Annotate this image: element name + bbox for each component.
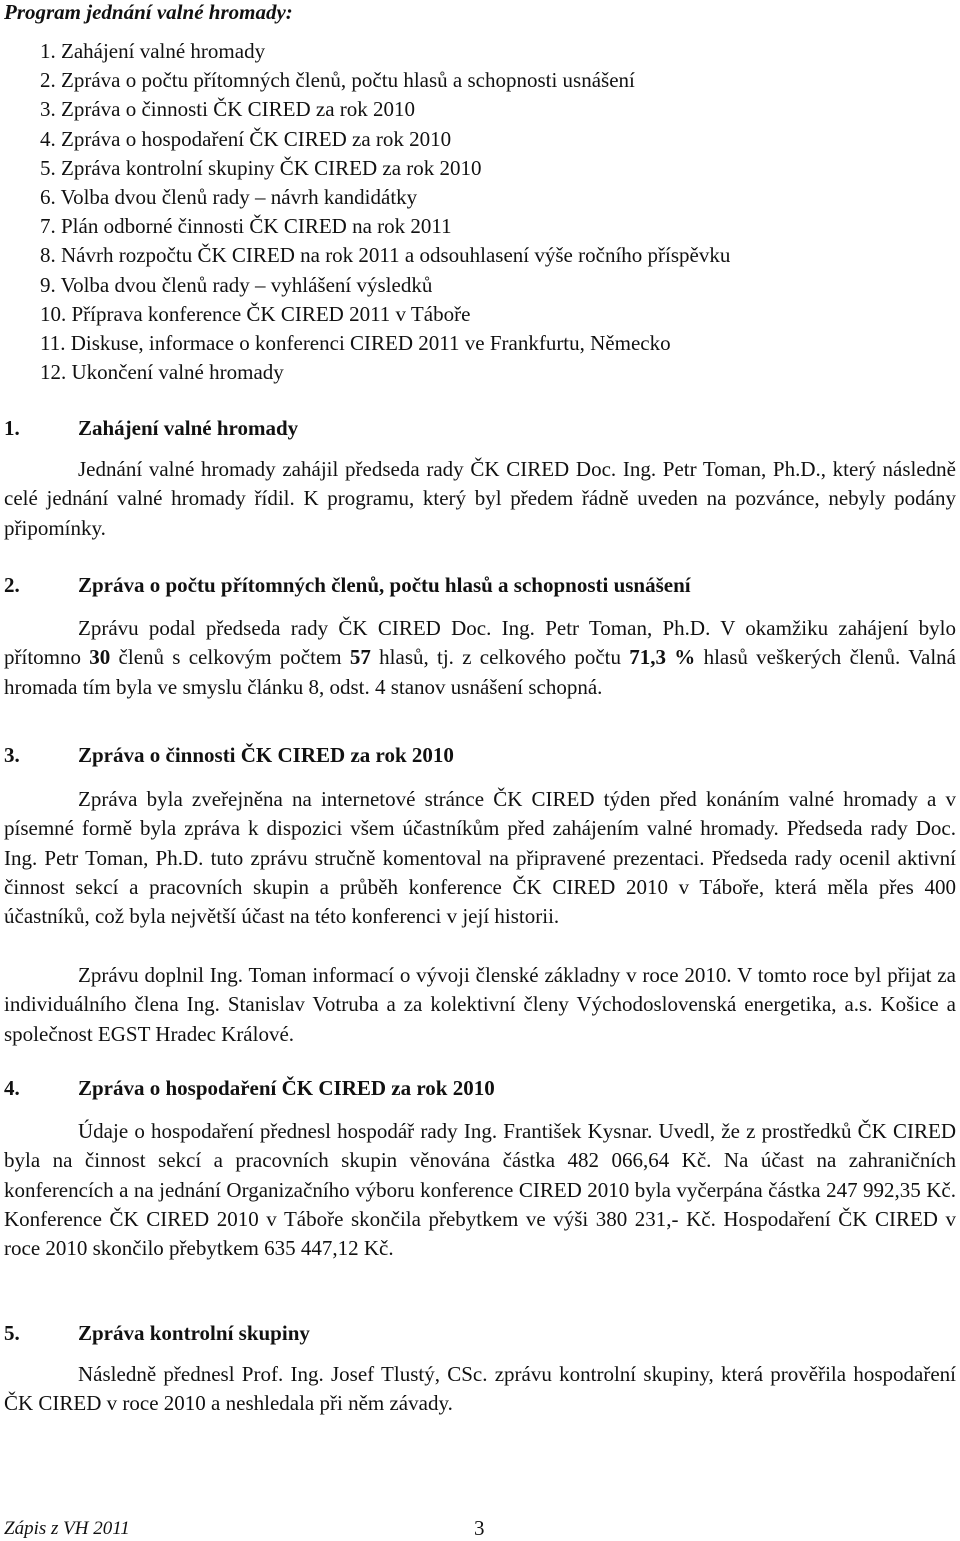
section-3-paragraph-2: Zprávu doplnil Ing. Toman informací o vývoji členské základny v roce 2010. V tomto roce byl přijat za individuálního člena Ing. Stanislav Votruba a za kolektivní členy Východoslovenská energetika, a.s. Košice a společnost EGST Hradec Králové. xyxy=(4,963,956,1046)
agenda-item: 11. Diskuse, informace o konferenci CIRED 2011 ve Frankfurtu, Německo xyxy=(40,330,671,355)
agenda-item: 1. Zahájení valné hromady xyxy=(40,39,266,63)
section-number: 3. xyxy=(4,743,20,767)
agenda-item: 3. Zpráva o činnosti ČK CIRED za rok 2010 xyxy=(40,97,416,122)
section-5-heading xyxy=(4,1321,310,1346)
section-3-paragraph: Zpráva byla zveřejněna na internetové stránce ČK CIRED týden před konáním valné hromady a v písemné formě byla zpráva k dispozici všem účastníkům před zahájením valné hromady. Předseda rady Doc. Ing. Petr Toman, Ph.D. tuto zprávu stručně komentoval na připravené prezentaci. Předseda rady ocenil aktivní činnost sekcí a pracovních skupin a průběh konference ČK CIRED 2010 v Táboře, která měla přes 400 účastníků, což byla největší účast na této konferenci v její historii. xyxy=(4,787,956,929)
section-2-heading xyxy=(4,573,691,598)
text-run: hlasů veškerých členů. Valná hromada tím byla ve smyslu článku 8, odst. 4 stanov usnášení schopná. xyxy=(4,645,957,699)
section-1-heading xyxy=(4,416,298,441)
section-number: 4. xyxy=(4,1076,20,1100)
section-number: 2. xyxy=(4,573,20,597)
section-1-paragraph: Jednání valné hromady zahájil předseda rady ČK CIRED Doc. Ing. Petr Toman, Ph.D., který následně celé jednání valné hromady řídil. K programu, který byl předem řádně uveden na pozvánce, nebyly podány připomínky. xyxy=(4,457,956,540)
program-title: Program jednání valné hromady: xyxy=(4,0,293,24)
agenda-item: 2. Zpráva o počtu přítomných členů, počtu hlasů a schopnosti usnášení xyxy=(40,68,635,93)
agenda-item: 4. Zpráva o hospodaření ČK CIRED za rok 2010 xyxy=(40,126,452,151)
total-votes-count: 57 xyxy=(349,645,371,670)
agenda-item: 6. Volba dvou členů rady – návrh kandidátky xyxy=(40,184,418,209)
section-title: Zpráva kontrolní skupiny xyxy=(78,1321,310,1345)
agenda-list xyxy=(40,37,730,387)
section-3-heading xyxy=(4,743,454,768)
footer-label: Zápis z VH 2011 xyxy=(4,1518,130,1539)
present-members-count: 30 xyxy=(89,645,111,670)
agenda-item: 5. Zpráva kontrolní skupiny ČK CIRED za rok 2010 xyxy=(40,155,482,180)
section-5-paragraph: Následně přednesl Prof. Ing. Josef Tlustý, CSc. zprávu kontrolní skupiny, která prověřila hospodaření ČK CIRED v roce 2010 a neshledala při něm závady. xyxy=(4,1362,956,1416)
agenda-item: 9. Volba dvou členů rady – vyhlášení výsledků xyxy=(40,272,433,297)
text-run: hlasů, tj. z celkového počtu xyxy=(370,645,630,670)
section-title: Zpráva o počtu přítomných členů, počtu hlasů a schopnosti usnášení xyxy=(78,573,691,597)
agenda-item: 8. Návrh rozpočtu ČK CIRED na rok 2011 a odsouhlasení výše ročního příspěvku xyxy=(40,243,731,268)
agenda-item: 12. Ukončení valné hromady xyxy=(40,360,284,385)
section-2-paragraph xyxy=(4,614,956,702)
text-run: Zprávu podal předseda rady ČK CIRED Doc. Ing. Petr Toman, Ph.D. V okamžiku zahájení bylo přítomno xyxy=(4,616,956,670)
section-4-paragraph: Údaje o hospodaření přednesl hospodář rady Ing. František Kysnar. Uvedl, že z prostředků ČK CIRED byla na činnost sekcí a pracovních skupin věnována částka 482 066,64 Kč. Na účast na zahraničních konferencích a na jednání Organizačního výboru konference CIRED 2010 byla vyčerpána částka 247 992,35 Kč. Konference ČK CIRED 2010 v Táboře skončila přebytkem ve výši 380 231,- Kč. Hospodaření ČK CIRED v roce 2010 skončilo přebytkem 635 447,12 Kč. xyxy=(4,1119,956,1261)
votes-percentage: 71,3 % xyxy=(629,645,696,670)
section-title: Zahájení valné hromady xyxy=(78,416,299,440)
section-number: 5. xyxy=(4,1321,20,1345)
section-number: 1. xyxy=(4,416,20,440)
section-title: Zpráva o hospodaření ČK CIRED za rok 2010 xyxy=(78,1076,495,1100)
page-number: 3 xyxy=(474,1516,485,1540)
text-run: členů s celkovým počtem xyxy=(110,645,350,670)
agenda-item: 7. Plán odborné činnosti ČK CIRED na rok 2011 xyxy=(40,214,452,239)
section-title: Zpráva o činnosti ČK CIRED za rok 2010 xyxy=(78,743,454,767)
agenda-item: 10. Příprava konference ČK CIRED 2011 v Táboře xyxy=(40,301,471,326)
section-4-heading xyxy=(4,1076,495,1101)
